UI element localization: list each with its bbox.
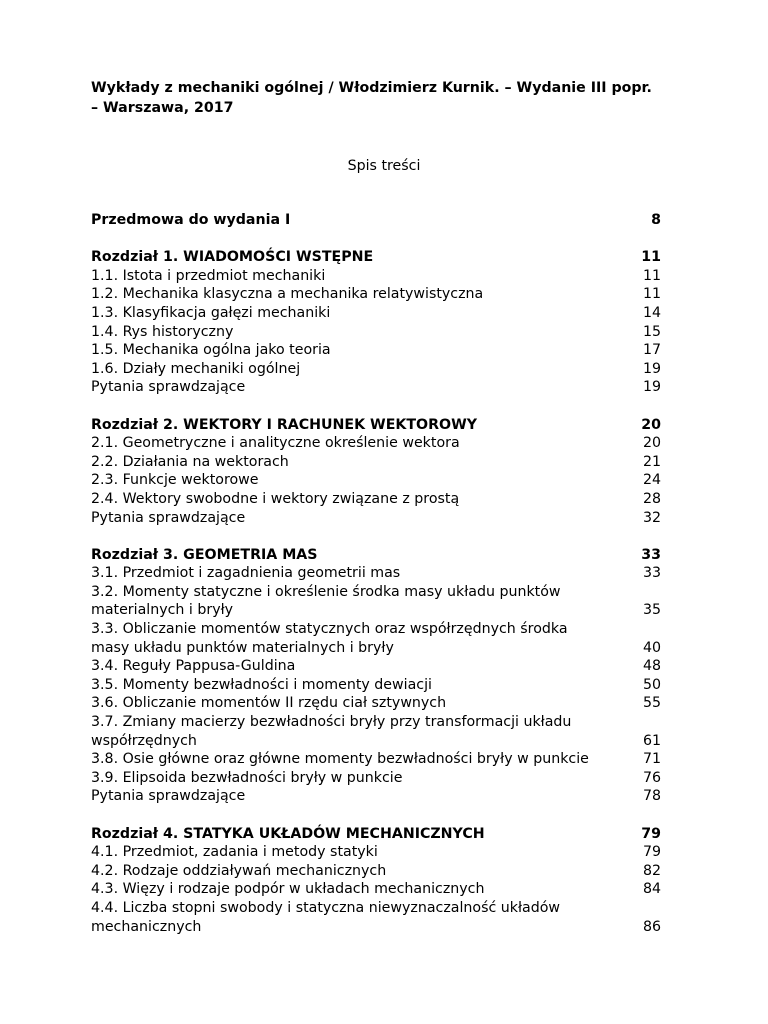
toc-entry-title: 4.1. Przedmiot, zadania i metody statyki bbox=[91, 844, 378, 861]
toc-entry-row bbox=[91, 509, 661, 528]
toc-entry-row bbox=[91, 267, 661, 286]
toc-entry-row bbox=[91, 769, 661, 788]
toc-entry-page: 86 bbox=[642, 918, 661, 935]
toc-entry-row bbox=[91, 657, 661, 676]
toc-entry-row bbox=[91, 323, 661, 342]
toc-entry-page: 82 bbox=[642, 862, 661, 879]
toc-entry-title: 3.3. Obliczanie momentów statycznych oraz współrzędnych środka bbox=[91, 621, 568, 638]
toc-chapter-row bbox=[91, 416, 661, 435]
header-line-1: Wykłady z mechaniki ogólnej / Włodzimierz Kurnik. – Wydanie III popr. bbox=[91, 80, 652, 96]
toc-entry-row bbox=[91, 378, 661, 397]
toc-entry-page: 79 bbox=[641, 825, 661, 842]
toc-entry-row bbox=[91, 490, 661, 509]
toc-entry-page: 15 bbox=[642, 323, 661, 340]
toc-entry-page: 71 bbox=[642, 751, 661, 768]
toc-entry-title: 1.1. Istota i przedmiot mechaniki bbox=[91, 267, 326, 284]
toc-entry-title: Rozdział 2. WEKTORY I RACHUNEK WEKTOROWY bbox=[91, 416, 478, 433]
toc-entry-row bbox=[91, 360, 661, 379]
toc-entry-page: 35 bbox=[642, 602, 661, 619]
toc-entry-row bbox=[91, 471, 661, 490]
toc-entry-row bbox=[91, 918, 661, 937]
toc-entry-title: 3.8. Osie główne oraz główne momenty bezwładności bryły w punkcie bbox=[91, 751, 589, 768]
toc-entry-title: 1.3. Klasyfikacja gałęzi mechaniki bbox=[91, 304, 331, 321]
toc-entry-page: 17 bbox=[642, 342, 661, 359]
toc-entry-row bbox=[91, 434, 661, 453]
toc-entry-title: Przedmowa do wydania I bbox=[91, 212, 291, 228]
toc-entry-title: 2.4. Wektory swobodne i wektory związane z prostą bbox=[91, 490, 460, 507]
toc-entry-title: Rozdział 1. WIADOMOŚCI WSTĘPNE bbox=[91, 249, 374, 266]
toc-entry-page: 20 bbox=[642, 435, 661, 452]
toc-entry-row bbox=[91, 880, 661, 899]
toc-entry-page: 78 bbox=[642, 788, 661, 805]
bibliographic-header bbox=[91, 78, 691, 118]
toc-entry-page: 19 bbox=[642, 360, 661, 377]
toc-chapter-row bbox=[91, 211, 661, 230]
toc-entry-title: 3.5. Momenty bezwładności i momenty dewiacji bbox=[91, 676, 432, 693]
header-line-2: – Warszawa, 2017 bbox=[91, 100, 234, 116]
toc-entry-page: 19 bbox=[642, 379, 661, 396]
toc-entry-title: Pytania sprawdzające bbox=[91, 379, 246, 396]
toc-entry-page: 48 bbox=[642, 658, 661, 675]
toc-entry-page: 33 bbox=[642, 565, 661, 582]
toc-entry-title: 2.3. Funkcje wektorowe bbox=[91, 472, 259, 489]
toc-entry-row bbox=[91, 639, 661, 658]
toc-entry-title: współrzędnych bbox=[91, 732, 197, 749]
toc-entry-title: 1.4. Rys historyczny bbox=[91, 323, 234, 340]
toc-entry-page: 11 bbox=[641, 249, 661, 266]
toc-entry-page: 20 bbox=[641, 416, 661, 433]
toc-entry-title: 3.4. Reguły Pappusa-Guldina bbox=[91, 658, 296, 675]
toc-entry-page: 14 bbox=[642, 304, 661, 321]
toc-entry-row bbox=[91, 862, 661, 881]
toc-entry-page: 32 bbox=[642, 509, 661, 526]
toc-entry-title: 3.1. Przedmiot i zagadnienia geometrii mas bbox=[91, 565, 401, 582]
toc-chapter-row bbox=[91, 248, 661, 267]
toc-entry-title: 4.3. Więzy i rodzaje podpór w układach mechanicznych bbox=[91, 881, 485, 898]
toc-entry-page: 61 bbox=[642, 732, 661, 749]
toc-entry-title: Rozdział 3. GEOMETRIA MAS bbox=[91, 546, 318, 563]
toc-entry-page: 76 bbox=[642, 769, 661, 786]
toc-entry-title: mechanicznych bbox=[91, 918, 202, 935]
toc-entry-row bbox=[91, 676, 661, 695]
toc-entry-title: Pytania sprawdzające bbox=[91, 509, 246, 526]
toc-entry-title: 4.2. Rodzaje oddziaływań mechanicznych bbox=[91, 862, 387, 879]
toc-entry-title: 2.2. Działania na wektorach bbox=[91, 453, 289, 470]
toc-entry-page: 11 bbox=[642, 267, 661, 284]
toc-entry-row bbox=[91, 453, 661, 472]
toc-entry-page: 84 bbox=[642, 881, 661, 898]
toc-entry-row bbox=[91, 899, 661, 918]
toc-entry-page: 8 bbox=[651, 212, 661, 228]
toc-entry-row bbox=[91, 583, 661, 602]
toc-title: Spis treści bbox=[347, 158, 421, 174]
toc-entry-title: Rozdział 4. STATYKA UKŁADÓW MECHANICZNYCH bbox=[91, 825, 485, 842]
toc-entry-row bbox=[91, 564, 661, 583]
toc-entry-row bbox=[91, 285, 661, 304]
table-of-contents bbox=[91, 211, 661, 936]
toc-entry-title: 4.4. Liczba stopni swobody i statyczna niewyznaczalność układów bbox=[91, 899, 561, 916]
toc-entry-page: 33 bbox=[641, 546, 661, 563]
toc-entry-page: 79 bbox=[642, 844, 661, 861]
toc-entry-title: masy układu punktów materialnych i bryły bbox=[91, 639, 394, 656]
toc-entry-title: 3.9. Elipsoida bezwładności bryły w punkcie bbox=[91, 769, 403, 786]
toc-entry-title: 3.6. Obliczanie momentów II rzędu ciał sztywnych bbox=[91, 695, 447, 712]
toc-entry-row bbox=[91, 787, 661, 806]
toc-entry-title: 3.7. Zmiany macierzy bezwładności bryły przy transformacji układu bbox=[91, 714, 572, 731]
toc-entry-row bbox=[91, 341, 661, 360]
toc-chapter-row bbox=[91, 546, 661, 565]
toc-entry-title: 1.5. Mechanika ogólna jako teoria bbox=[91, 342, 331, 359]
toc-entry-page: 11 bbox=[642, 286, 661, 303]
toc-chapter-row bbox=[91, 825, 661, 844]
toc-entry-title: Pytania sprawdzające bbox=[91, 788, 246, 805]
toc-entry-page: 21 bbox=[642, 453, 661, 470]
toc-entry-page: 28 bbox=[642, 490, 661, 507]
toc-entry-row bbox=[91, 750, 661, 769]
toc-entry-row bbox=[91, 694, 661, 713]
toc-entry-page: 55 bbox=[642, 695, 661, 712]
toc-entry-page: 24 bbox=[642, 472, 661, 489]
toc-entry-title: 2.1. Geometryczne i analityczne określenie wektora bbox=[91, 435, 460, 452]
toc-entry-row bbox=[91, 620, 661, 639]
toc-entry-row bbox=[91, 732, 661, 751]
toc-entry-page: 50 bbox=[642, 676, 661, 693]
toc-entry-page: 40 bbox=[642, 639, 661, 656]
toc-entry-row bbox=[91, 713, 661, 732]
toc-entry-title: 1.6. Działy mechaniki ogólnej bbox=[91, 360, 301, 377]
toc-entry-row bbox=[91, 601, 661, 620]
toc-entry-row bbox=[91, 304, 661, 323]
toc-entry-title: 1.2. Mechanika klasyczna a mechanika relatywistyczna bbox=[91, 286, 484, 303]
toc-entry-title: materialnych i bryły bbox=[91, 602, 234, 619]
toc-entry-row bbox=[91, 843, 661, 862]
toc-entry-title: 3.2. Momenty statyczne i określenie środka masy układu punktów bbox=[91, 583, 561, 600]
